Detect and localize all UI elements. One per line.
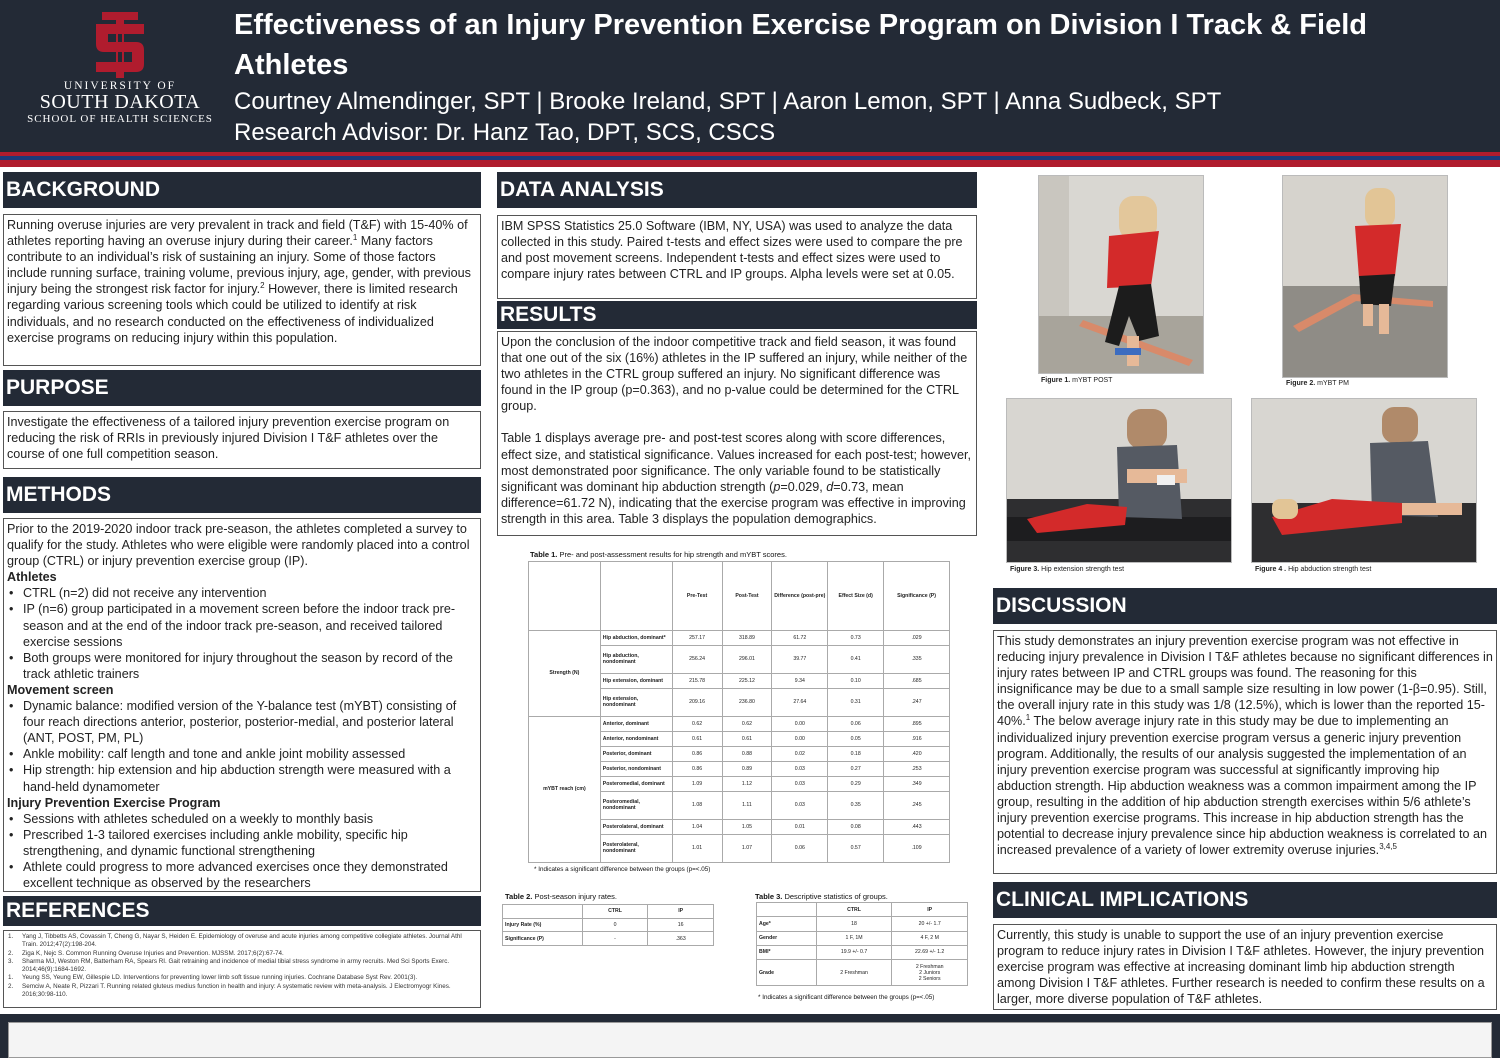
list-item: • CTRL (n=2) did not receive any intervention (7, 585, 477, 601)
table-cell: 0.61 (722, 731, 772, 746)
background-heading: BACKGROUND (3, 172, 481, 208)
results-text (497, 331, 977, 536)
table-cell: 1.09 (672, 776, 722, 791)
results-paragraph-2: Table 1 displays average pre- and post-test scores along with score differences, effect size, and statistical significance. Values increased for each post-test; however, most demonstrated poor significance. The only variable found to be statistically significant was dominant hip abduction strength (p=0.029, d=0.73, mean difference=61.72 N), indicating that the exercise program was effective in improving strength in this area. Table 3 displays the population demographics. (501, 431, 971, 526)
table-cell: 0.03 (772, 792, 828, 820)
table-header-cell (600, 562, 672, 631)
methods-heading: METHODS (3, 477, 481, 513)
table-cell: Posterior, dominant (600, 746, 672, 761)
table-cell: 0.02 (772, 746, 828, 761)
list-item: • Athlete could progress to more advanced exercises once they demonstrated excellent technique as observed by the researchers (7, 859, 477, 891)
figure4-caption: Figure 4 . Hip abduction strength test (1255, 566, 1372, 573)
table-cell: 0.06 (772, 834, 828, 862)
table2 (502, 904, 714, 946)
table-cell: 1.05 (722, 819, 772, 834)
poster-authors: Courtney Almendinger, SPT | Brooke Ireland, SPT | Aaron Lemon, SPT | Anna Sudbeck, SPT (234, 88, 1222, 115)
logo-line-3: SCHOOL OF HEALTH SCIENCES (27, 113, 213, 125)
table-cell: .916 (884, 731, 950, 746)
table-header-cell: IP (892, 903, 968, 917)
table-cell: 257.17 (672, 630, 722, 645)
table-cell: 61.72 (772, 630, 828, 645)
list-item: • Both groups were monitored for injury throughout the season by record of the track athletic trainers (7, 650, 477, 682)
table-cell: 39.77 (772, 645, 828, 673)
reference-item: 2. Semciw A, Neate R, Pizzari T. Running related gluteus medius function in health and injury: A systematic review with meta-analysis. J Electromyogr Kines. 2016;30:98-110. (8, 982, 451, 999)
table-cell: Hip abduction, nondominant (600, 645, 672, 673)
background-text-a: Running overuse injuries are very prevalent in track and field (T&F) with 15-40% of athletes reporting having an overuse injury during their career. (7, 218, 468, 249)
program-list (7, 811, 477, 891)
reference-item: 2. Ziga K, Nejc S. Common Running Overuse Injuries and Prevention. MJSSM. 2017;6(2):67-74. (8, 949, 284, 957)
background-sup-1: 1 (352, 232, 358, 242)
clinical-implications-heading: CLINICAL IMPLICATIONS (993, 882, 1497, 918)
background-text-c: However, there is limited research regarding various screening tools which could be utilized to identify at risk individuals, and no research conducted on the effectiveness of individualized exercise programs on reducing injury within this population. (7, 282, 458, 345)
references-heading: REFERENCES (3, 896, 481, 926)
table-cell: 0.29 (828, 776, 884, 791)
table-cell: Hip extension, dominant (600, 673, 672, 688)
table-header-cell: CTRL (582, 905, 648, 919)
table-cell: 0.61 (672, 731, 722, 746)
table-cell: 0.35 (828, 792, 884, 820)
figure2-caption: Figure 2. mYBT PM (1286, 380, 1349, 387)
table-cell: .253 (884, 761, 950, 776)
table-row (529, 716, 950, 731)
table-cell: Anterior, dominant (600, 716, 672, 731)
table-row: Age* 18 20 +/- 1.7 (757, 917, 968, 931)
table-cell: .895 (884, 716, 950, 731)
poster-title: Effectiveness of an Injury Prevention Exercise Program on Division I Track & Field Athletes (234, 9, 1367, 81)
table-cell: 0.18 (828, 746, 884, 761)
table-cell: 1.01 (672, 834, 722, 862)
table-header-cell: CTRL (816, 903, 892, 917)
table1-note: * Indicates a significant difference between the groups (p=<.05) (534, 866, 711, 873)
list-item: • Hip strength: hip extension and hip abduction strength were measured with a hand-held dynamometer (7, 762, 477, 794)
data-analysis-text: IBM SPSS Statistics 25.0 Software (IBM, NY, USA) was used to analyze the data collected in this study. Paired t-tests and effect sizes were used to compare the pre and post movement screens. Independent t-tests and effect sizes were used to compare injury rates between CTRL and IP groups. Alpha levels were set at 0.05. (497, 215, 977, 299)
table-cell: 0.89 (722, 761, 772, 776)
table3-note: * Indicates a significant difference between the groups (p=<.05) (758, 994, 935, 1001)
table-cell: 0.08 (828, 819, 884, 834)
table1-caption: Table 1. Pre- and post-assessment results for hip strength and mYBT scores. (530, 550, 787, 559)
footer-panel (8, 1022, 1492, 1058)
table-cell: 209.16 (672, 688, 722, 716)
table-cell: Posterior, nondominant (600, 761, 672, 776)
background-sup-2: 2 (260, 281, 265, 291)
table-cell: 256.24 (672, 645, 722, 673)
table-row (529, 630, 950, 645)
table-header-cell: Pre-Test (672, 562, 722, 631)
table-cell: 0.57 (828, 834, 884, 862)
table-cell: 27.64 (772, 688, 828, 716)
table3-caption: Table 3. Descriptive statistics of groups. (755, 892, 888, 901)
data-analysis-heading: DATA ANALYSIS (497, 172, 977, 208)
table-cell: 0.86 (672, 761, 722, 776)
methods-text (3, 518, 481, 892)
table2-caption: Table 2. Post-season injury rates. (505, 892, 617, 901)
purpose-text: Investigate the effectiveness of a tailored injury prevention exercise program on reducing the risk of RRIs in previously injured Division I T&F athletes over the course of one full competition season. (3, 411, 481, 469)
table-group-cell: mYBT reach (cm) (529, 716, 601, 862)
reference-item: 1. Yeung SS, Yeung EW, Gillespie LD. Interventions for preventing lower limb soft tissue running injuries. Cochrane Database Syst Rev. 2001(3). (8, 974, 418, 982)
table-cell: 0.01 (772, 819, 828, 834)
table-cell: 1.04 (672, 819, 722, 834)
purpose-heading: PURPOSE (3, 370, 481, 406)
table-cell: Hip extension, nondominant (600, 688, 672, 716)
discussion-text: This study demonstrates an injury prevention exercise program was not effective in reducing injury prevalence in Division I T&F athletes because no significant differences in injury rates between IP and CTRL groups was found. The reasoning for this insignificance may be due to a small sample size resulting in low power (1-β=0.95). Still, the overall injury rate in this study was 1/8 (12.5%), which is lower than the reported 15-40%.$^1$ The below average injury rate in this study may be due to implementing an individualized injury prevention exercise program versus a generic injury prevention program. Additionally, the results of our analysis suggested the implementation of an injury prevention exercise program was successful at significantly improving hip abduction strength. Hip abduction weakness was a common impairment among the IP group, resulting in the addition of hip abduction strength exercises within 5/6 athlete’s injury prevention exercise programs. This increase in hip abduction strength has the potential to decrease injury prevalence since hip abduction weakness is correlated to an increased prevalence of a variety of lower extremity overuse injuries.$^{3,4,5}$ (993, 630, 1497, 874)
table-cell: 0.86 (672, 746, 722, 761)
table-cell: Posteromedial, nondominant (600, 792, 672, 820)
table-cell: .685 (884, 673, 950, 688)
table-cell: .247 (884, 688, 950, 716)
table-cell: Posterolateral, dominant (600, 819, 672, 834)
results-heading: RESULTS (497, 301, 977, 329)
movement-list (7, 698, 477, 795)
table3 (756, 902, 968, 986)
table-cell: 0.05 (828, 731, 884, 746)
clinical-implications-text: Currently, this study is unable to support the use of an injury prevention exercise program to reduce injury rates in Division I T&F athletes. However, the injury prevention exercise program was effective at increasing dominant limb hip abduction strength among Division I T&F athletes. Further research is needed to confirm these results on a larger, more diverse population of T&F athletes. (993, 924, 1497, 1010)
table-cell: 318.89 (722, 630, 772, 645)
figure3-caption: Figure 3. Hip extension strength test (1010, 566, 1125, 573)
table-cell: Anterior, nondominant (600, 731, 672, 746)
table-cell: .443 (884, 819, 950, 834)
sd-monogram-icon (94, 12, 146, 78)
table-cell: 215.78 (672, 673, 722, 688)
methods-intro: Prior to the 2019-2020 indoor track pre-season, the athletes completed a survey to qualify for the study. Athletes who were eligible were randomly placed into a control group (CTRL) or injury prevention exercise group (IP). (7, 522, 470, 569)
table-cell: 1.08 (672, 792, 722, 820)
table-header-cell: Effect Size (d) (828, 562, 884, 631)
athletes-heading: Athletes (7, 570, 57, 585)
table-cell: 296.01 (722, 645, 772, 673)
results-paragraph-1: Upon the conclusion of the indoor competitive track and field season, it was found that one out of the six (16%) athletes in the IP suffered an injury, while neither of the two athletes in the CTRL group suffered an injury. No significant difference was found in the IP group (p=0.363), and no p-value could be determined for the CTRL group. (501, 335, 968, 414)
table-row: Injury Rate (%) 0 16 (503, 918, 714, 932)
table-header-cell: IP (648, 905, 714, 919)
figure4-photo (1251, 398, 1477, 563)
list-item: • Sessions with athletes scheduled on a weekly to monthly basis (7, 811, 477, 827)
logo-line-1: UNIVERSITY OF (63, 80, 177, 92)
table-cell: Posterolateral, nondominant (600, 834, 672, 862)
table-cell: Hip abduction, dominant* (600, 630, 672, 645)
table-header-cell: Significance (P) (884, 562, 950, 631)
table-cell: .349 (884, 776, 950, 791)
table-header-cell (757, 903, 817, 917)
discussion-heading: DISCUSSION (993, 588, 1497, 624)
movement-screen-heading: Movement screen (7, 682, 114, 697)
table-cell: 0.88 (722, 746, 772, 761)
table-cell: Posteromedial, dominant (600, 776, 672, 791)
list-item: • Prescribed 1-3 tailored exercises including ankle mobility, specific hip strengthening, and dynamic functional strengthening (7, 827, 477, 859)
table-cell: 0.03 (772, 761, 828, 776)
table-header-cell: Post-Test (722, 562, 772, 631)
table-cell: 236.80 (722, 688, 772, 716)
table-cell: 0.00 (772, 731, 828, 746)
table-cell: 0.62 (672, 716, 722, 731)
table-cell: .109 (884, 834, 950, 862)
table-cell: .420 (884, 746, 950, 761)
table-cell: 0.00 (772, 716, 828, 731)
table-row: Grade 2 Freshman 2 Freshman 2 Juniors 2 Seniors (757, 960, 968, 986)
table-header-cell (503, 905, 583, 919)
table-cell: 9.34 (772, 673, 828, 688)
table-cell: 1.07 (722, 834, 772, 862)
table-cell: 0.06 (828, 716, 884, 731)
program-heading: Injury Prevention Exercise Program (7, 795, 221, 810)
table-row: Gender 1 F, 1M 4 F, 2 M (757, 931, 968, 945)
reference-item: 1. Yang J, Tibbetts AS, Covassin T, Cheng G, Nayar S, Heiden E. Epidemiology of overuse and acute injuries among competitive collegiate athletes. Journal Athl Train. 2012;47(2):198-204. (8, 933, 462, 949)
table-cell: 0.31 (828, 688, 884, 716)
table-cell: 0.41 (828, 645, 884, 673)
references-list (3, 930, 481, 1008)
table-cell: 0.73 (828, 630, 884, 645)
table-cell: .029 (884, 630, 950, 645)
figure2-photo (1282, 175, 1448, 378)
table-row: Significance (P) - .363 (503, 932, 714, 946)
list-item: • Dynamic balance: modified version of the Y-balance test (mYBT) consisting of four reach directions anterior, posterior, posterior-medial, and posterior lateral (ANT, POST, PM, PL) (7, 698, 477, 746)
list-item: • Ankle mobility: calf length and tone and ankle joint mobility assessed (7, 746, 477, 762)
table-cell: .335 (884, 645, 950, 673)
table-header-cell: Difference (post-pre) (772, 562, 828, 631)
header-stripe-red-2 (0, 160, 1500, 167)
figure1-photo (1038, 175, 1204, 374)
table-header-cell (529, 562, 601, 631)
background-text-b: Many factors contribute to an individual’s risk of sustaining an injury. Some of those factors include running surface, training volume, previous injury, age, gender, with previous injury being the strongest risk factor for injury. (7, 234, 471, 297)
university-logo (20, 12, 220, 137)
figure3-photo (1006, 398, 1232, 563)
list-item: • IP (n=6) group participated in a movement screen before the indoor track pre-season and at the end of the indoor track pre-season, and received tailored exercise sessions (7, 601, 477, 649)
table-cell: 1.11 (722, 792, 772, 820)
figure1-caption: Figure 1. mYBT POST (1041, 377, 1113, 384)
table-group-cell: Strength (N) (529, 630, 601, 716)
table-cell: 0.62 (722, 716, 772, 731)
table-cell: 1.12 (722, 776, 772, 791)
background-text (3, 214, 481, 366)
table-cell: 225.12 (722, 673, 772, 688)
table-cell: 0.27 (828, 761, 884, 776)
table-row: BMI* 19.9 +/- 0.7 22.69 +/- 1.2 (757, 945, 968, 959)
research-advisor: Research Advisor: Dr. Hanz Tao, DPT, SCS, CSCS (234, 119, 776, 146)
table-cell: 0.10 (828, 673, 884, 688)
logo-line-2: SOUTH DAKOTA (39, 91, 201, 113)
table-cell: .245 (884, 792, 950, 820)
table1 (528, 561, 950, 863)
reference-item: 3. Sharma MJ, Weston RM, Batterham RA, Spears RI. Gait retraining and incidence of medial tibial stress syndrome in army recruits. Med Sci Sports Exerc. 2014;46(9):1684-1692. (8, 957, 450, 974)
athletes-list (7, 585, 477, 682)
table-cell: 0.03 (772, 776, 828, 791)
